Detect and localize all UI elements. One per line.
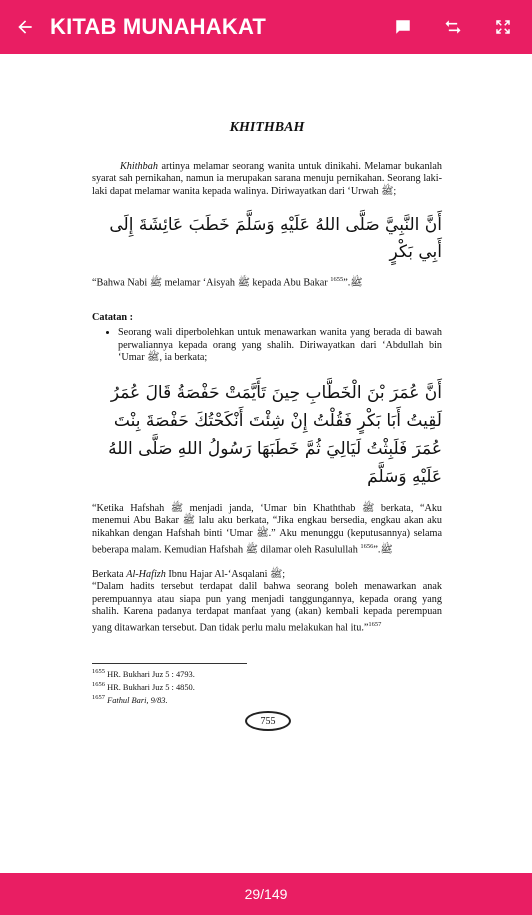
back-button[interactable] <box>0 0 50 54</box>
arrow-left-icon <box>15 17 35 37</box>
swap-button[interactable] <box>428 0 478 54</box>
app-bar <box>0 0 532 54</box>
fullscreen-button[interactable] <box>478 0 528 54</box>
catatan-list <box>92 327 442 365</box>
quote-intro-post: Ibnu Hajar Al-‘Asqalani ﷺ; <box>165 568 286 580</box>
translation-1-text: “Bahwa Nabi ﷺ melamar ‘Aisyah ﷺ kepada Abu Bakar ﷺ.” <box>92 277 363 289</box>
footnote-ref-1657: 1657 <box>368 620 382 628</box>
comment-button[interactable] <box>378 0 428 54</box>
translation-2-text: “Ketika Hafshah ﷺ menjadi janda, ‘Umar bin Khaththab ﷺ berkata, “Aku menemui Abu Bakar ﷺ lalu aku berkata, “Jika engkau bersedia, engkau akan aku nikahkan dengan Hafshah binti ‘Umar ﷺ.” Aku menunggu (keputusannya) selama beberapa malam. Kemudian Hafshah ﷺ dilamar oleh Rasulullah ﷺ.” <box>92 502 443 555</box>
footnote-divider <box>92 663 247 664</box>
quote-intro-pre: Berkata <box>92 568 127 580</box>
translation-1 <box>92 274 442 290</box>
quote-text: “Dalam hadits tersebut terdapat dalil bahwa seorang boleh menawarkan anak perempuannya atau siapa pun yang menjadi tanggungannya, kepada orang yang shalih. Karena padanya terdapat manfaat yang (akan) kembali kepada perempuan yang ditawarkan tersebut. Dan tidak perlu malu melakukan hal itu.” <box>92 581 442 634</box>
fullscreen-icon <box>494 18 512 36</box>
arabic-hadith-2: أَنَّ عُمَرَ بْنَ الْخَطَّابِ حِينَ تَأَيَّمَتْ حَفْصَةُ قَالَ عُمَرُ لَقِيتُ أَبَا بَكْرٍ فَقُلْتُ إِنْ شِئْتَ أَنْكَحْتُكَ حَفْصَةَ بِنْتَ عُمَرَ فَلَبِثْتُ لَيَالِيَ ثُمَّ خَطَبَهَا رَسُولُ اللهِ صَلَّى اللهُ عَلَيْهِ وَسَلَّمَ <box>108 382 442 487</box>
page-indicator: 29/149 <box>244 886 288 902</box>
quote-intro-name: Al-Hafizh <box>126 568 166 580</box>
ibnu-hajar-quote <box>92 581 442 635</box>
quote-intro <box>92 569 442 582</box>
footnote-ref-1655: 1655 <box>330 276 344 284</box>
catatan-label: Catatan : <box>92 312 134 324</box>
footnote: $^{1656}$ HR. Bukhari Juz 5 : 4850. <box>92 681 195 692</box>
intro-term: Khithbah <box>120 160 158 172</box>
arabic-hadith-1: أَنَّ النَّبِيَّ صَلَّى اللهُ عَلَيْهِ وَسَلَّمَ خَطَبَ عَائِشَةَ إِلَى أَبِي بَكْرٍ <box>109 215 442 263</box>
page-number-badge <box>245 711 291 731</box>
translation-2 <box>92 503 442 557</box>
footnote-ref-1656: 1656 <box>360 542 374 550</box>
footnote: $^{1655}$ HR. Bukhari Juz 5 : 4793. <box>92 667 195 679</box>
app-title: KITAB MUNAHAKAT <box>50 14 267 39</box>
bottom-bar <box>0 873 532 915</box>
page-number: 755 <box>260 715 276 727</box>
swap-icon <box>443 17 463 37</box>
intro-paragraph <box>92 161 442 199</box>
footnote: $^{1657}$ Fathul Bari, 9/83. <box>92 694 168 706</box>
pdf-page <box>0 54 532 873</box>
catatan-item: • Seorang wali diperbolehkan untuk menawarkan wanita yang berada di bawah perwaliannya kepada orang yang shalih. Diriwayatkan dari ‘Abdullah bin ‘Umar ﷺ, ia berkata; <box>118 327 442 365</box>
section-heading: KHITHBAH <box>229 120 305 135</box>
intro-text: artinya melamar seorang wanita untuk dinikahi. Melamar bukanlah syarat sah pernikahan, namun ia merupakan sarana menuju pernikahan. Seorang laki-laki dapat melamar wanita kepada walinya. Diriwayatkan dari ‘Urwah ﷺ; <box>92 160 442 197</box>
comment-icon <box>394 18 412 36</box>
page-content <box>92 122 442 707</box>
